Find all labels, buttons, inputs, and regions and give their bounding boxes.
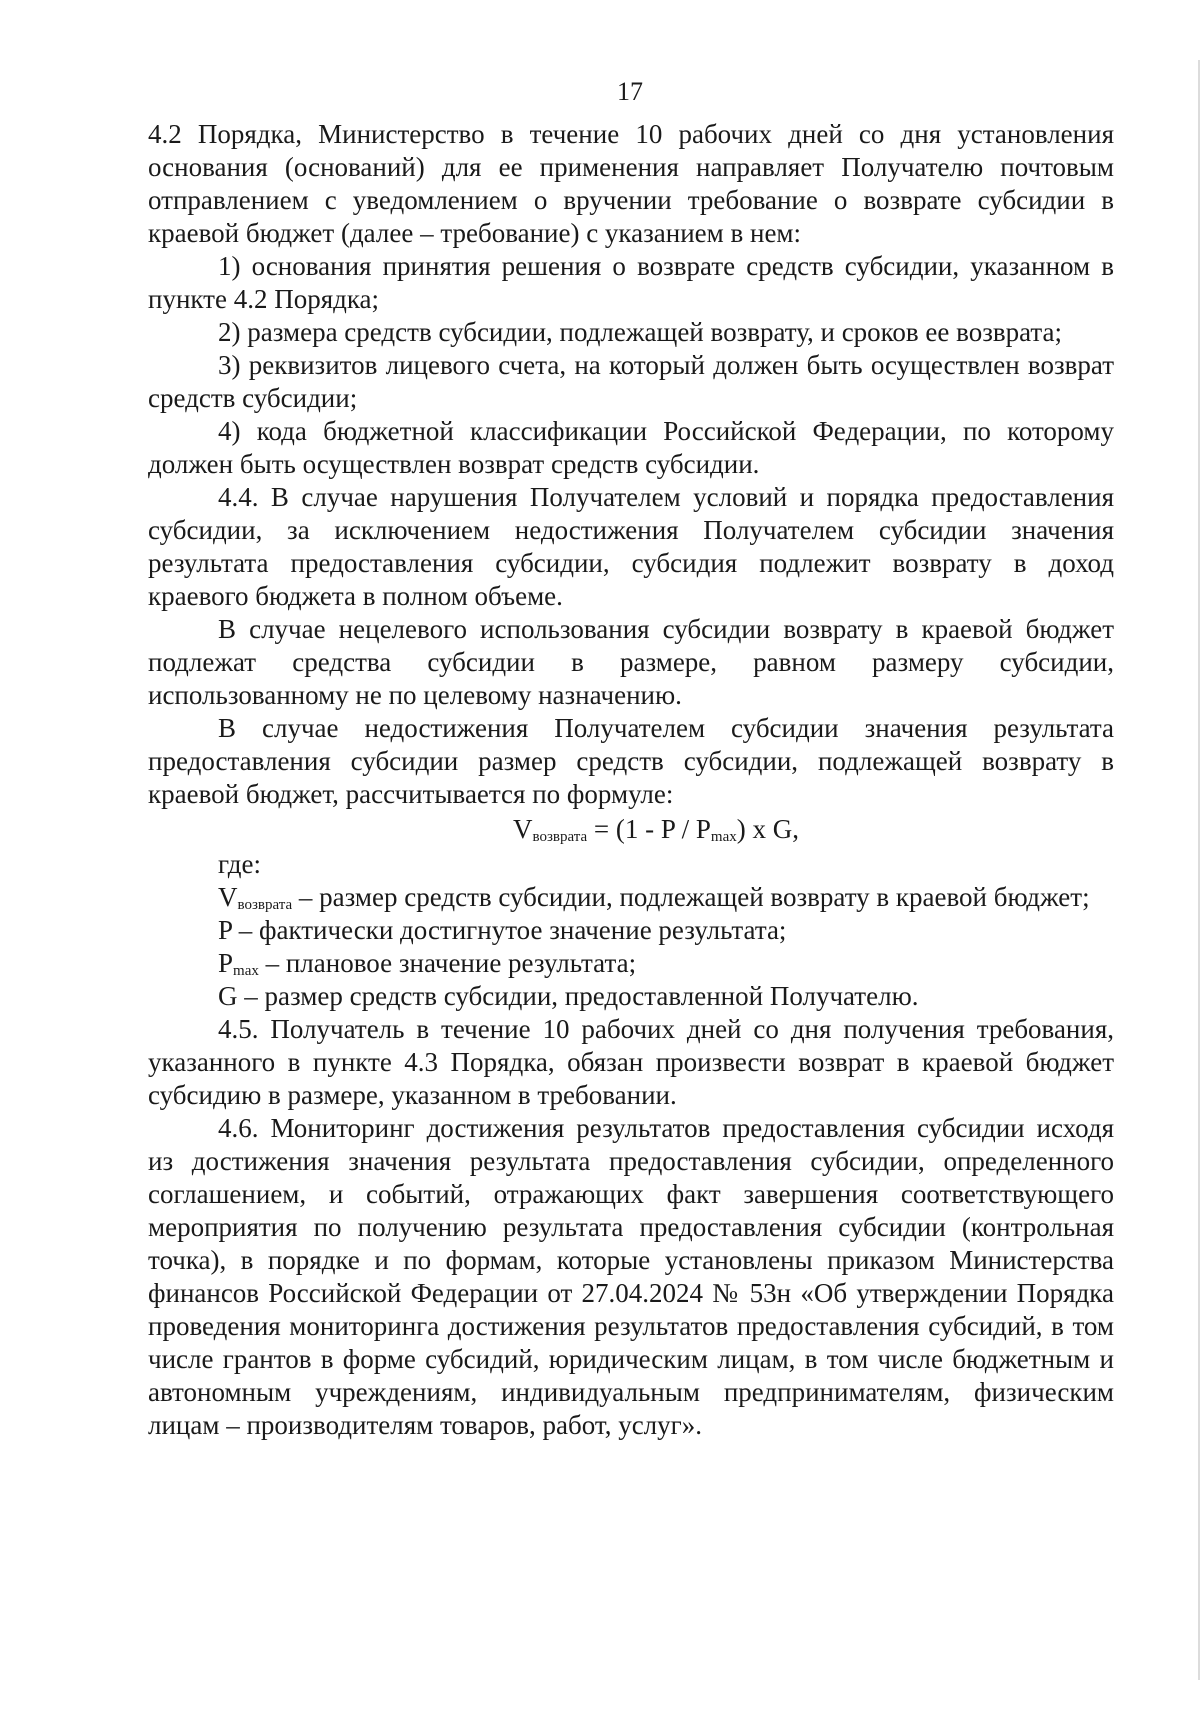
paragraph-formula-intro: В случае недостижения Получателем субсидии значения результата предоставления субсидии размер средств субсидии, подлежащей возврату в краевой бюджет, рассчитывается по формуле: (148, 713, 1114, 809)
definition-p: P – фактически достигнутое значение результата; (218, 915, 787, 945)
definition-g: G – размер средств субсидии, предоставленной Получателю. (218, 981, 919, 1011)
document-body (148, 118, 1114, 1442)
formula-pmax-subscript: max (710, 829, 737, 845)
def-v-subscript: возврата (237, 897, 293, 913)
page-number: 17 (617, 77, 643, 106)
paragraph-4-4: 4.4. В случае нарушения Получателем условий и порядка предоставления субсидии, за исключением недостижения Получателем субсидии значения результата предоставления субсидии, субсидия подлежит возврату в доход краевого бюджета в полном объеме. (148, 482, 1114, 611)
list-item-1: 1) основания принятия решения о возврате средств субсидии, указанном в пункте 4.2 Порядка; (148, 251, 1114, 314)
list-item-4: 4) кода бюджетной классификации Российской Федерации, по которому должен быть осуществлен возврат средств субсидии. (148, 416, 1114, 479)
paragraph-continuation: 4.2 Порядка, Министерство в течение 10 рабочих дней со дня установления основания (оснований) для ее применения направляет Получателю почтовым отправлением с уведомлением о вручении требование о возврате субсидии в краевой бюджет (далее – требование) с указанием в нем: (148, 119, 1114, 248)
def-pmax-subscript: max (233, 963, 259, 979)
formula-v-subscript: возврата (532, 829, 588, 845)
formula-middle: = (1 - P / P (587, 814, 711, 844)
def-pmax-text: – плановое значение результата; (258, 948, 637, 978)
definition-pmax (148, 947, 1114, 980)
formula-v: V (513, 814, 533, 844)
where-label: где: (218, 849, 261, 879)
def-pmax-symbol: P (218, 948, 234, 978)
paragraph-4-6: 4.6. Мониторинг достижения результатов предоставления субсидии исходя из достижения значения результата предоставления субсидии, определенного соглашением, и событий, отражающих факт завершения соответствующего мероприятия по получению результата предоставления субсидии (контрольная точка), в порядке и по формам, которые установлены приказом Министерства финансов Российской Федерации от 27.04.2024 № 53н «Об утверждении Порядка проведения мониторинга достижения результатов предоставления субсидий, в том числе грантов в форме субсидий, юридическим лицам, в том числе бюджетным и автономным учреждениям, индивидуальным предпринимателям, физическим лицам – производителям товаров, работ, услуг». (148, 1113, 1114, 1440)
def-v-text: – размер средств субсидии, подлежащей возврату в краевой бюджет; (292, 882, 1090, 912)
formula-tail: ) x G, (736, 814, 799, 844)
return-formula (148, 813, 1114, 846)
definition-v (148, 881, 1114, 914)
list-item-2: 2) размера средств субсидии, подлежащей возврату, и сроков ее возврата; (218, 317, 1063, 347)
list-item-3: 3) реквизитов лицевого счета, на который должен быть осуществлен возврат средств субсидии; (148, 350, 1114, 413)
def-v-symbol: V (218, 882, 238, 912)
paragraph-4-5: 4.5. Получатель в течение 10 рабочих дней со дня получения требования, указанного в пункте 4.3 Порядка, обязан произвести возврат в краевой бюджет субсидию в размере, указанном в требовании. (148, 1014, 1114, 1110)
paragraph-misuse: В случае нецелевого использования субсидии возврату в краевой бюджет подлежат средства субсидии в размере, равном размеру субсидии, использованному не по целевому назначению. (148, 614, 1114, 710)
